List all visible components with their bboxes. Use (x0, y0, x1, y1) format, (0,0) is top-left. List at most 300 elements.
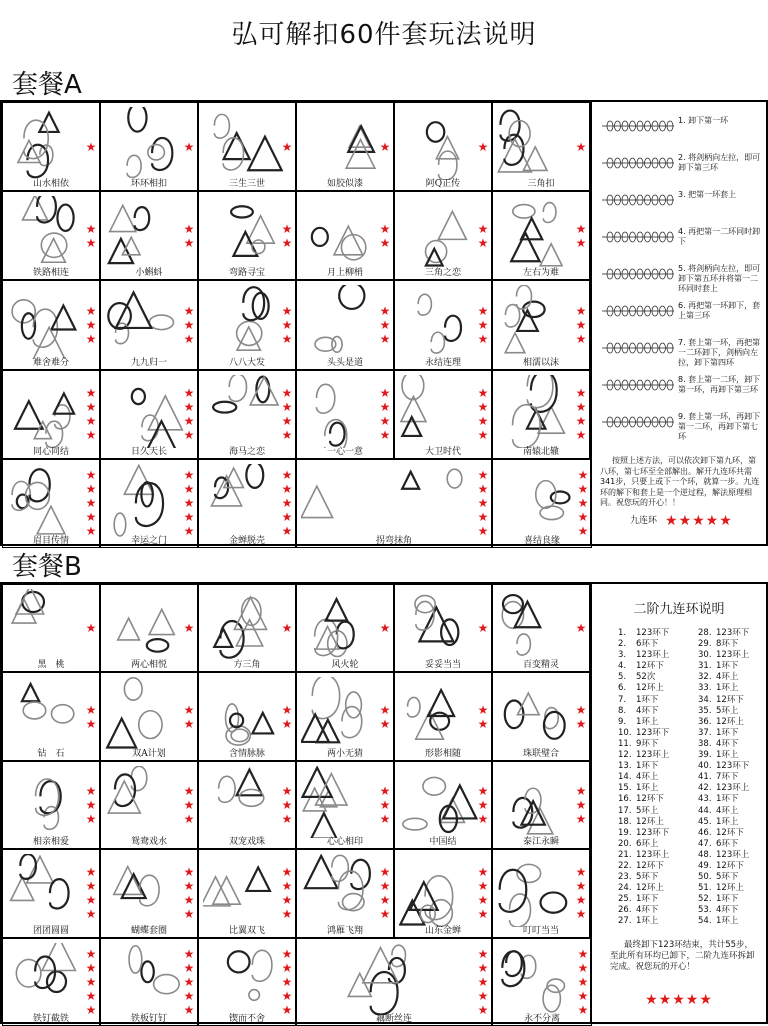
puzzle-illustration (105, 766, 185, 838)
puzzle-illustration (7, 464, 87, 537)
puzzle-illustration (203, 854, 283, 926)
puzzle-illustration (105, 107, 185, 180)
wire-piece (505, 333, 525, 353)
star-icon: ★ (379, 386, 391, 401)
b-puzzle-cell (198, 584, 296, 672)
puzzle-name: 含情脉脉 (228, 748, 265, 759)
wire-piece (231, 206, 253, 217)
puzzle-name: 鸳鸯戏水 (130, 837, 167, 848)
puzzle-illustration (301, 854, 381, 926)
step-number: 28. (698, 628, 712, 638)
star-icon: ★ (477, 621, 489, 636)
star-icon: ★ (281, 386, 293, 401)
puzzle-name: 三角之恋 (424, 268, 461, 279)
star-icon: ★ (183, 879, 195, 894)
wire-piece (513, 404, 541, 447)
star-icon: ★ (379, 621, 391, 636)
wire-piece (249, 989, 260, 1000)
puzzle-name: 中国结 (429, 837, 457, 848)
step-number: 36. (698, 716, 712, 727)
step-row (618, 683, 688, 694)
star-icon: ★ (379, 879, 391, 894)
step-row (618, 772, 688, 783)
step-action: 123环下 (716, 761, 750, 772)
puzzle-illustration (7, 375, 87, 448)
star-icon: ★ (85, 428, 97, 443)
star-icon: ★ (477, 988, 489, 1003)
star-icon: ★ (183, 865, 195, 880)
puzzle-name: 如胶似漆 (326, 179, 363, 190)
step-action: 1环上 (716, 816, 739, 827)
a-puzzle-cell (394, 280, 492, 369)
a-puzzle-cell (2, 459, 100, 548)
step-row (698, 717, 768, 728)
step-action: 4环下 (716, 738, 739, 749)
step-number: 29. (698, 639, 712, 650)
step-action: 4环上 (716, 805, 739, 816)
step-action: 7环下 (716, 772, 739, 783)
puzzle-name: 阿Q正传 (425, 179, 461, 190)
step-row (698, 828, 768, 839)
a-puzzle-cell (198, 191, 296, 280)
star-icon: ★ (575, 621, 587, 636)
step-action: 4环上 (716, 672, 739, 683)
star-icon: ★ (575, 879, 587, 894)
wire-piece (239, 789, 264, 806)
star-icon: ★ (183, 960, 195, 975)
step-row (698, 806, 768, 817)
b-puzzle-cell (492, 761, 590, 849)
puzzle-name: 叮叮当当 (522, 925, 559, 936)
puzzle-name: 永不分离 (523, 1013, 560, 1024)
star-icon: ★ (85, 482, 97, 497)
star-icon: ★ (183, 524, 195, 539)
star-icon: ★ (477, 428, 489, 443)
star-icon: ★ (477, 317, 489, 332)
puzzle-illustration (203, 285, 283, 358)
star-icon: ★ (281, 524, 293, 539)
star-icon: ★ (183, 893, 195, 908)
step-row (618, 706, 688, 717)
puzzle-name: 永结连理 (424, 357, 461, 368)
puzzle-name: 日久天长 (130, 446, 167, 457)
a-puzzle-cell (296, 102, 394, 191)
wire-piece (139, 711, 162, 739)
ring-rating (630, 513, 733, 529)
step-action: 12环上 (636, 883, 664, 894)
wire-piece (149, 315, 173, 330)
wire-piece (20, 854, 36, 879)
puzzle-name: 心心相印 (326, 837, 363, 848)
wire-piece (33, 310, 57, 348)
step-action: 123环下 (636, 628, 670, 638)
set-b-label: 套餐B (12, 552, 82, 582)
b-puzzle-cell (100, 849, 198, 937)
wire-piece (543, 203, 556, 223)
puzzle-name: 一心一意 (326, 446, 363, 457)
a-puzzle-cell (100, 280, 198, 369)
step-action: 4环下 (716, 905, 739, 916)
ring-diagram (598, 266, 676, 282)
step-action: 12环上 (636, 816, 664, 827)
star-icon: ★ (281, 496, 293, 511)
instruction-step: 8. 套上第一二环，卸下第一环，再卸下第三环 (678, 375, 761, 394)
puzzle-illustration (301, 943, 479, 1015)
step-number: 49. (698, 860, 712, 871)
a-puzzle-cell (296, 370, 394, 459)
wire-piece (246, 868, 270, 892)
star-icon: ★ (183, 235, 195, 250)
puzzle-illustration (105, 196, 185, 269)
puzzle-illustration (203, 766, 283, 838)
star-icon: ★ (183, 510, 195, 525)
puzzle-illustration (7, 677, 87, 749)
step-action: 123环上 (716, 650, 750, 661)
star-icon: ★ (85, 783, 97, 798)
star-icon: ★ (575, 716, 587, 731)
puzzle-illustration (105, 677, 185, 749)
star-icon: ★ (477, 797, 489, 812)
puzzle-name: 双宠戏珠 (228, 837, 265, 848)
b-puzzle-cell (198, 849, 296, 937)
step-action: 1环上 (636, 783, 659, 794)
puzzle-illustration (7, 107, 87, 180)
a-puzzle-cell (492, 370, 590, 459)
step-row (618, 839, 688, 850)
wire-piece (408, 698, 420, 718)
wire-piece (247, 216, 274, 243)
step-row (618, 794, 688, 805)
star-icon: ★ (575, 811, 587, 826)
puzzle-illustration (105, 589, 185, 661)
step-number: 5. (618, 672, 627, 683)
puzzle-name: 眉目传情 (32, 535, 69, 546)
star-icon: ★ (85, 974, 97, 989)
puzzle-illustration (497, 196, 577, 269)
step-action: 1环下 (716, 727, 739, 738)
step-number: 25. (618, 894, 632, 905)
star-icon: ★ (183, 331, 195, 346)
puzzle-name: 喜结良缘 (523, 535, 560, 546)
star-icon: ★ (183, 702, 195, 717)
star-icon: ★ (379, 716, 391, 731)
star-icon: ★ (281, 510, 293, 525)
star-icon: ★ (477, 331, 489, 346)
star-icon: ★ (575, 221, 587, 236)
star-icon: ★ (281, 139, 293, 154)
wire-piece (124, 678, 142, 700)
ring-diagram (598, 340, 676, 356)
step-number: 22. (618, 860, 632, 871)
step-number: 4. (618, 661, 627, 672)
wire-piece (54, 393, 74, 413)
puzzle-illustration (301, 464, 479, 537)
star-icon: ★ (281, 811, 293, 826)
star-icon: ★ (379, 702, 391, 717)
wire-piece (402, 472, 419, 489)
b-puzzle-cell (492, 849, 590, 937)
step-row (618, 717, 688, 728)
step-action: 12环上 (716, 716, 744, 727)
wire-piece (540, 244, 562, 266)
step-action: 123环上 (716, 849, 750, 860)
step-action: 123环下 (716, 628, 750, 638)
star-icon: ★ (477, 907, 489, 922)
star-icon: ★ (477, 524, 489, 539)
star-icon: ★ (281, 1002, 293, 1017)
wire-piece (543, 985, 560, 1012)
step-row (698, 850, 768, 861)
a-puzzle-cell (198, 280, 296, 369)
wire-piece (127, 155, 141, 177)
wire-piece (332, 855, 349, 881)
puzzle-illustration (203, 464, 283, 537)
puzzle-name: 钻 石 (37, 748, 65, 759)
a-puzzle-cell (2, 102, 100, 191)
star-icon: ★ (577, 510, 589, 525)
star-icon: ★ (575, 303, 587, 318)
star-icon: ★ (477, 865, 489, 880)
step-row (698, 639, 768, 650)
step-row (698, 761, 768, 772)
step-number: 14. (618, 772, 632, 783)
wire-piece (152, 138, 172, 170)
step-action: 9环下 (636, 738, 659, 749)
star-icon: ★ (477, 235, 489, 250)
star-icon: ★ (379, 865, 391, 880)
star-icon: ★ (379, 783, 391, 798)
step-row (618, 783, 688, 794)
b-puzzle-cell (100, 584, 198, 672)
star-icon: ★ (281, 946, 293, 961)
wire-piece (418, 295, 431, 316)
step-action: 6环上 (636, 838, 659, 849)
step-row (698, 750, 768, 761)
ring-diagram (598, 192, 676, 208)
step-number: 21. (618, 849, 632, 860)
wire-piece (231, 730, 248, 742)
star-icon: ★ (477, 893, 489, 908)
step-action: 1环上 (716, 750, 739, 761)
star-icon: ★ (477, 946, 489, 961)
a-puzzle-cell (492, 280, 590, 369)
star-icon: ★ (85, 221, 97, 236)
step-action: 1环下 (636, 894, 659, 905)
star-icon: ★ (85, 811, 97, 826)
star-icon: ★ (183, 468, 195, 483)
puzzle-name: 两小无猜 (326, 748, 363, 759)
puzzle-illustration (497, 766, 577, 838)
star-icon: ★ (183, 621, 195, 636)
puzzle-illustration (399, 196, 479, 269)
puzzle-illustration (399, 677, 479, 749)
puzzle-name: 难舍难分 (32, 357, 69, 368)
puzzle-illustration (203, 589, 283, 661)
wire-piece (47, 971, 66, 992)
star-icon: ★ (281, 988, 293, 1003)
star-icon: ★ (379, 797, 391, 812)
b-puzzle-cell (2, 938, 100, 1026)
wire-piece (51, 705, 73, 723)
star-icon: ★ (183, 1002, 195, 1017)
star-icon: ★ (85, 988, 97, 1003)
star-icon: ★ (85, 960, 97, 975)
star-icon: ★ (379, 428, 391, 443)
step-action: 12环下 (716, 860, 744, 871)
b-puzzle-cell (100, 761, 198, 849)
star-icon: ★ (85, 797, 97, 812)
wire-piece (132, 389, 145, 404)
star-icon: ★ (183, 811, 195, 826)
wire-piece (523, 147, 547, 171)
step-number: 31. (698, 661, 712, 672)
wire-piece (50, 879, 69, 908)
step-row (698, 661, 768, 672)
step-row (618, 639, 688, 650)
step-row (698, 872, 768, 883)
a-puzzle-cell (198, 459, 296, 548)
wire-piece (147, 639, 169, 652)
step-row (618, 739, 688, 750)
step-row (618, 872, 688, 883)
puzzle-illustration (203, 677, 283, 749)
step-action: 5环下 (716, 872, 739, 883)
step-number: 48. (698, 849, 712, 860)
star-icon: ★ (379, 331, 391, 346)
step-row (618, 905, 688, 916)
star-icon: ★ (577, 988, 589, 1003)
star-icon: ★ (379, 303, 391, 318)
wire-piece (23, 702, 46, 719)
puzzle-illustration (399, 285, 479, 358)
star-icon: ★ (577, 974, 589, 989)
star-icon: ★ (85, 496, 97, 511)
step-row (618, 695, 688, 706)
wire-piece (545, 708, 558, 729)
star-icon: ★ (379, 139, 391, 154)
wire-piece (351, 860, 370, 889)
step-row (618, 817, 688, 828)
star-icon: ★ (183, 988, 195, 1003)
wire-piece (15, 401, 43, 429)
b-puzzle-cell (100, 938, 198, 1026)
wire-piece (330, 422, 345, 445)
star-icon: ★ (183, 907, 195, 922)
puzzle-illustration (497, 464, 579, 537)
puzzle-illustration (497, 943, 579, 1015)
step-row (698, 817, 768, 828)
wire-piece (154, 974, 180, 993)
puzzle-name: 八八大发 (228, 357, 265, 368)
a-puzzle-cell (2, 370, 100, 459)
star-icon: ★ (577, 496, 589, 511)
step-number: 20. (618, 838, 632, 849)
star-icon: ★ (575, 428, 587, 443)
puzzle-illustration (105, 375, 185, 448)
star-icon: ★ (379, 414, 391, 429)
page-title: 弘可解扣60件套玩法说明 (231, 20, 537, 50)
step-row (698, 739, 768, 750)
wire-piece (42, 239, 66, 263)
puzzle-illustration (105, 285, 185, 358)
wire-piece (131, 766, 146, 790)
star-icon: ★ (575, 702, 587, 717)
step-action: 6环下 (636, 639, 659, 650)
wire-piece (148, 145, 165, 160)
wire-piece (420, 905, 435, 922)
step-action: 4环上 (636, 772, 659, 783)
puzzle-illustration (7, 196, 87, 269)
step-action: 12环上 (716, 883, 744, 894)
star-icon: ★ (85, 621, 97, 636)
step-row (698, 650, 768, 661)
step-row (618, 883, 688, 894)
star-icon: ★ (575, 386, 587, 401)
b-puzzle-cell (296, 938, 492, 1026)
puzzle-name: 铁板钉钉 (130, 1013, 167, 1024)
puzzle-illustration (203, 943, 283, 1015)
star-icon: ★ (85, 510, 97, 525)
puzzle-name: 大卫时代 (424, 446, 461, 457)
star-icon: ★ (575, 907, 587, 922)
star-icon: ★ (575, 893, 587, 908)
wire-piece (402, 417, 421, 436)
step-action: 12环下 (716, 694, 744, 705)
star-icon: ★ (477, 1002, 489, 1017)
step-number: 6. (618, 683, 627, 694)
puzzle-name: 相濡以沫 (522, 357, 559, 368)
wire-piece (252, 950, 272, 981)
step-action: 123环上 (636, 750, 670, 761)
step-action: 1环下 (716, 661, 739, 672)
star-icon: ★ (477, 960, 489, 975)
star-icon: ★ (477, 400, 489, 415)
step-number: 10. (618, 727, 632, 738)
b-puzzle-cell (100, 672, 198, 760)
star-icon: ★ (577, 524, 589, 539)
step-number: 18. (618, 816, 632, 827)
star-icon: ★ (477, 811, 489, 826)
step-action: 12环下 (716, 827, 744, 838)
puzzle-illustration (7, 943, 87, 1015)
star-icon: ★ (575, 400, 587, 415)
step-number: 37. (698, 727, 712, 738)
puzzle-illustration (399, 854, 479, 926)
wire-piece (37, 506, 65, 534)
step-number: 23. (618, 872, 632, 883)
puzzle-illustration (301, 375, 381, 448)
wire-piece (326, 599, 348, 621)
star-icon: ★ (281, 879, 293, 894)
step-row (618, 672, 688, 683)
ring-instructions-panel (590, 100, 768, 546)
wire-piece (371, 972, 398, 1015)
star-icon: ★ (183, 414, 195, 429)
b-puzzle-cell (2, 849, 100, 937)
wire-piece (312, 677, 339, 719)
puzzle-name: 头头是道 (326, 357, 363, 368)
wire-piece (541, 893, 567, 913)
instruction-step: 9. 套上第一环，再卸下第一二环，再卸下第七环 (678, 412, 761, 441)
puzzle-name: 小蝌蚪 (135, 268, 163, 279)
puzzle-illustration (301, 766, 381, 838)
star-icon: ★ (379, 317, 391, 332)
ring-diagram (598, 229, 676, 245)
star-icon: ★ (85, 702, 97, 717)
step-number: 46. (698, 827, 712, 838)
step-action: 1环上 (716, 916, 739, 927)
star-icon: ★ (85, 414, 97, 429)
